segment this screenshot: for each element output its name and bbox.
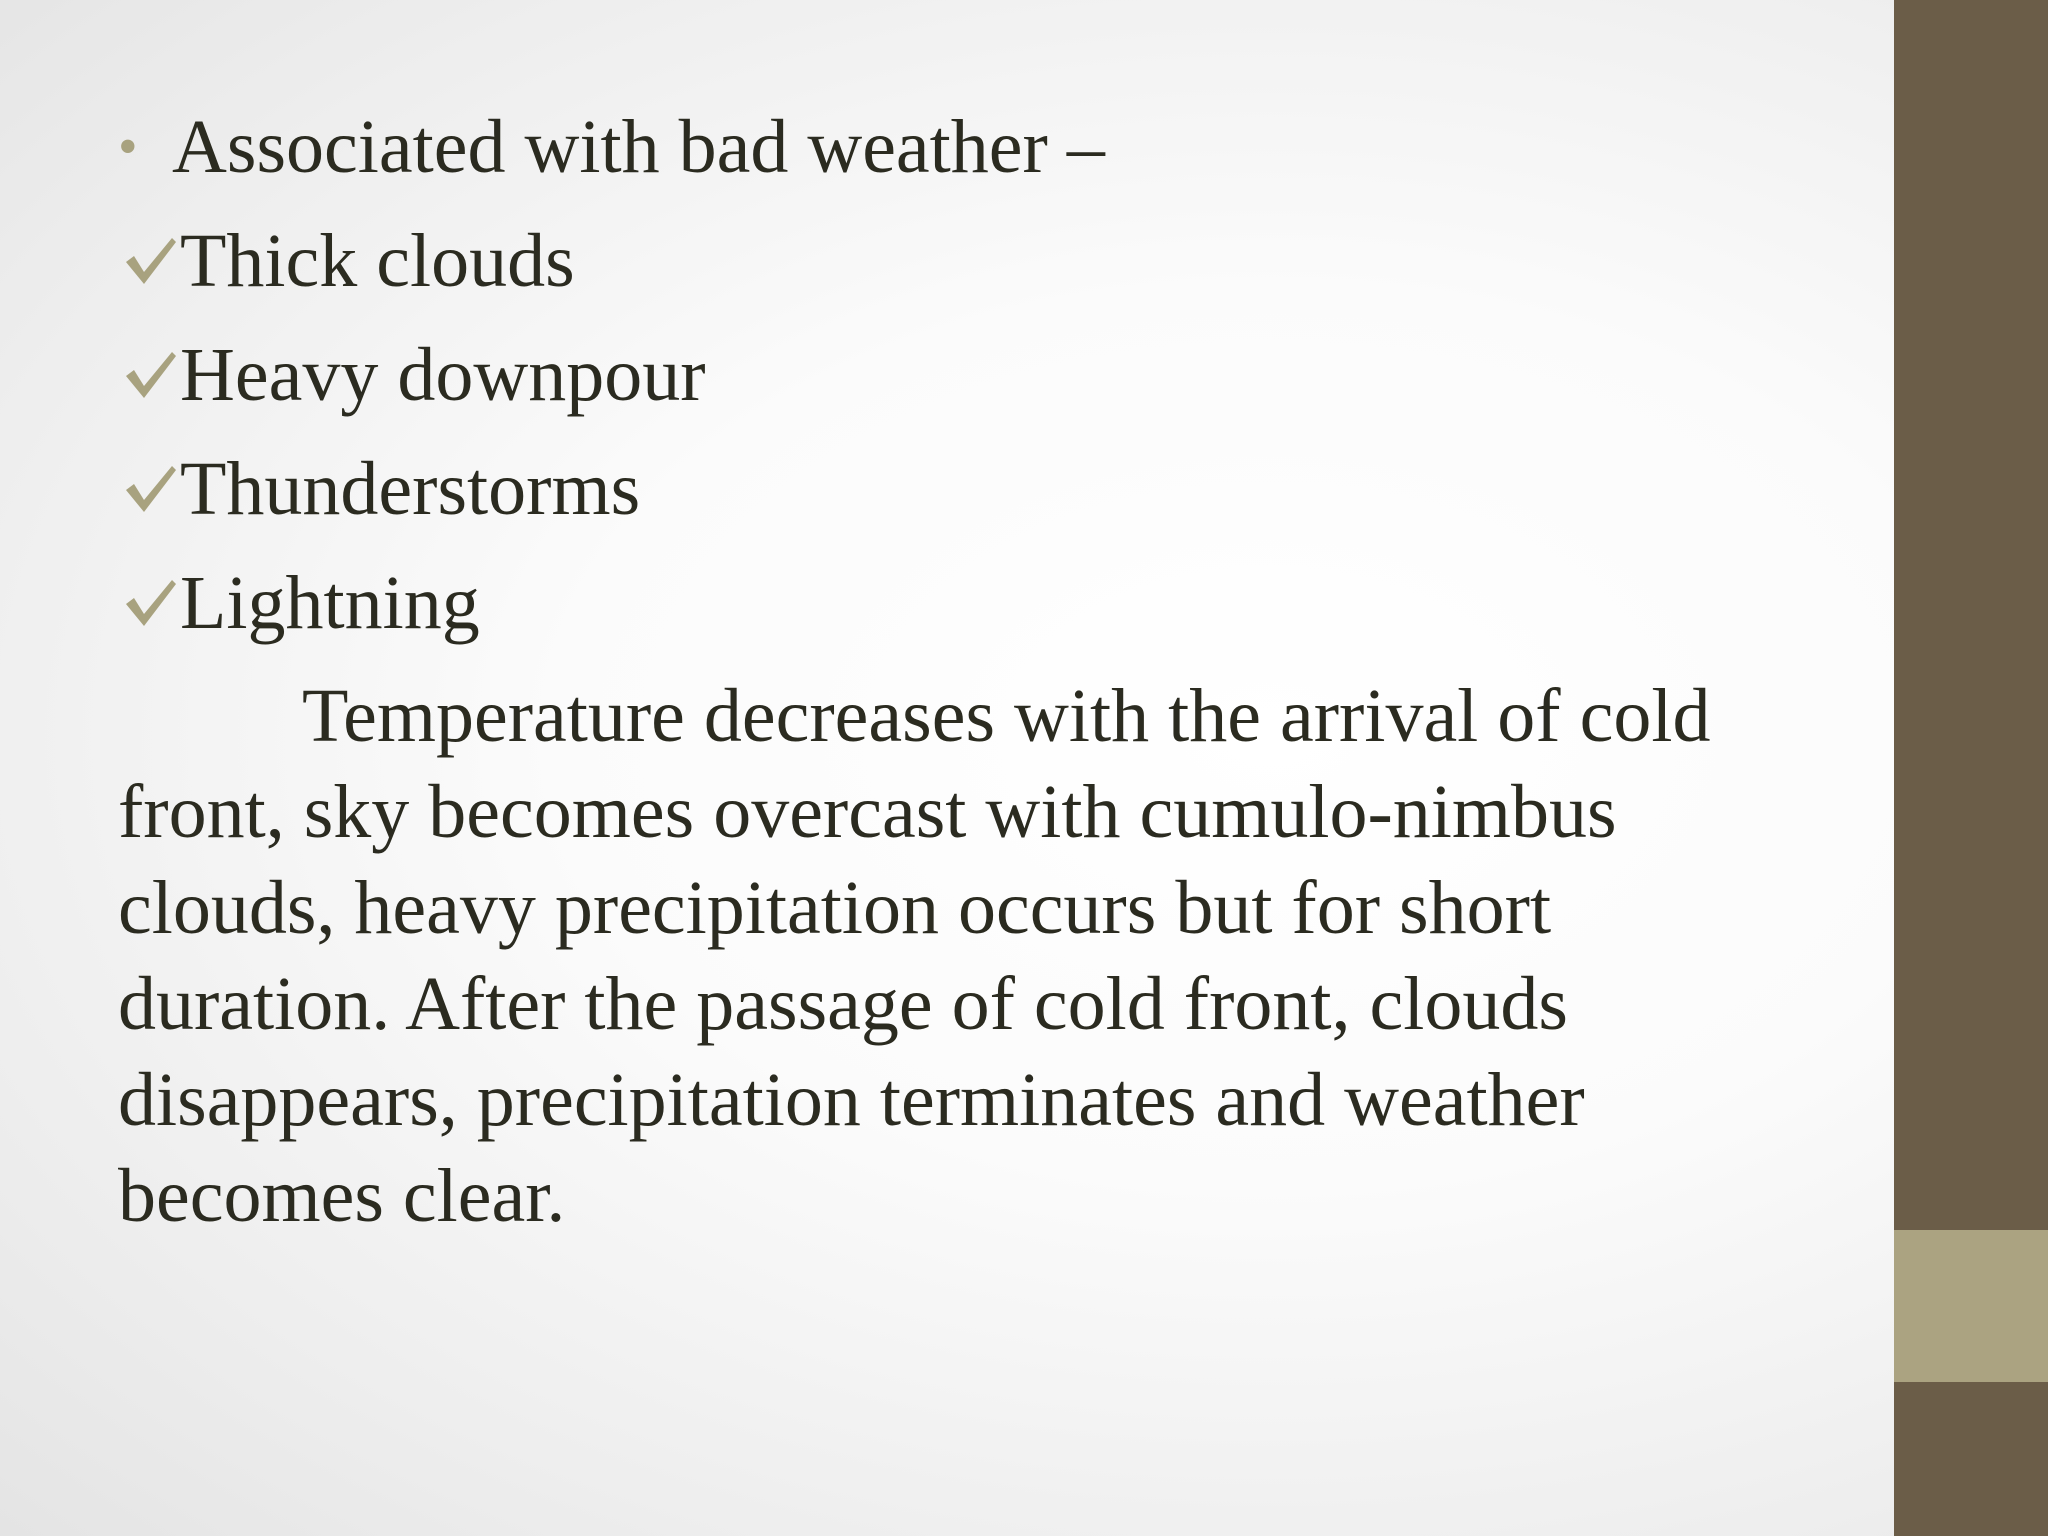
checkmark-icon (122, 574, 180, 630)
check-item-label: Lightning (180, 561, 480, 645)
checkmark-icon (122, 346, 180, 402)
check-item-label: Thick clouds (180, 219, 575, 303)
checkmark-icon (122, 232, 180, 288)
bullet-item (118, 90, 1838, 204)
check-item (118, 318, 1838, 432)
check-item (118, 204, 1838, 318)
check-item (118, 546, 1838, 660)
check-item (118, 432, 1838, 546)
check-item-label: Thunderstorms (180, 447, 641, 531)
bullet-dot-icon: • (118, 116, 138, 178)
body-paragraph: Temperature decreases with the arrival of cold front, sky becomes overcast with cumulo-nimbus clouds, heavy precipitation occurs but for short duration. After the passage of cold front, clouds disappears, precipitation terminates and weather becomes clear. (118, 674, 1711, 1238)
checkmark-icon (122, 460, 180, 516)
check-item-label: Heavy downpour (180, 333, 706, 417)
slide-content (118, 90, 1838, 1244)
decorative-sidebar-accent (1894, 1230, 2048, 1382)
bullet-text: Associated with bad weather – (172, 105, 1105, 189)
